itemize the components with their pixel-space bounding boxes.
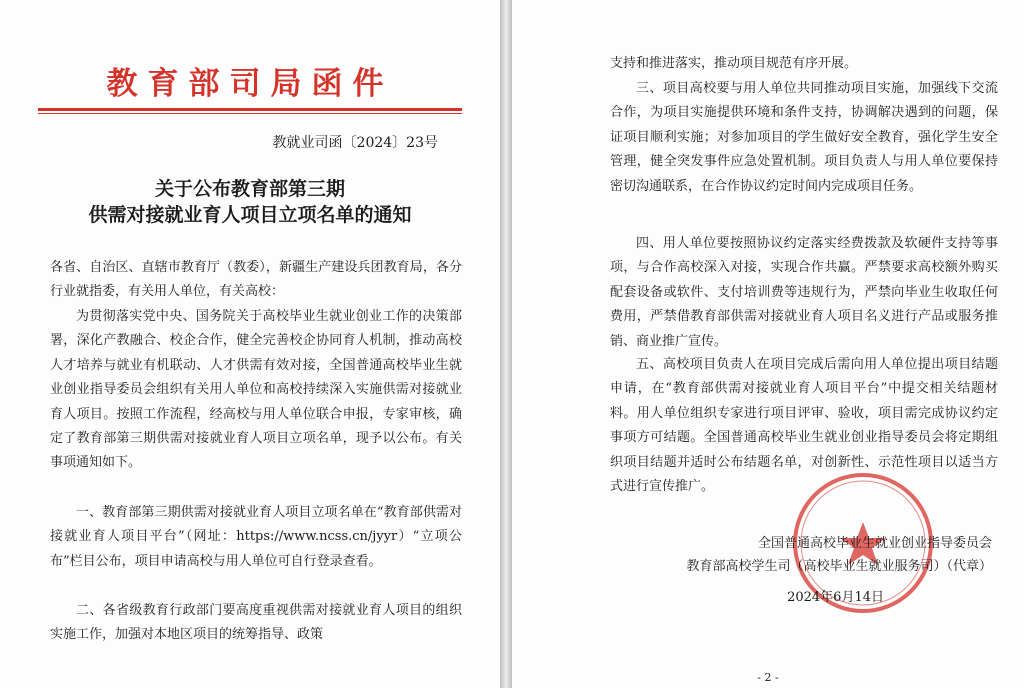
salutation [50, 256, 462, 305]
paragraph-item-1 [50, 501, 462, 574]
document-title [0, 176, 500, 228]
masthead-rule-thin [38, 113, 462, 114]
signature-date: 2024年6月14日 [787, 590, 884, 605]
masthead: 教育部司局函件 [106, 66, 394, 102]
paragraph-item-2 [50, 599, 462, 648]
paragraph-item-3 [610, 77, 998, 199]
salutation-text: 各省、自治区、直辖市教育厅（教委），新疆生产建设兵团教育局，各分行业就指委，有关用人单位，有关高校： [50, 260, 462, 300]
document-page-right [512, 0, 1024, 688]
paragraph-item-4 [610, 232, 998, 354]
paragraph-intro [50, 305, 462, 476]
title-line-2: 供需对接就业育人项目立项名单的通知 [88, 204, 412, 226]
document-number: 教就业司函〔2024〕23号 [272, 135, 438, 151]
masthead-rule-thick [38, 108, 462, 111]
paragraph-continuation-text: 支持和推进落实，推动项目规范有序开展。 [610, 56, 858, 71]
paragraph-item-5-text: 五、高校项目负责人在项目完成后需向用人单位提出项目结题申请，在“教育部供需对接就业育人项目平台”中提交相关结题材料。用人单位组织专家进行项目评审、验收，项目需完成协议约定事项方可结题。全国普通高校毕业生就业创业指导委员会将定期组织项目结题并适时公布结题名单，对创新性、示范性项目以适当方式进行宣传推广。 [610, 357, 998, 495]
paragraph-item-4-text: 四、用人单位要按照协议约定落实经费拨款及软硬件支持等事项，与合作高校深入对接，实现合作共赢。严禁要求高校额外购买配套设备或软件、支付培训费等违规行为，严禁向毕业生收取任何费用，严禁借教育部供需对接就业育人项目名义进行产品或服务推销、商业推广宣传。 [610, 236, 998, 349]
signature-organization: 全国普通高校毕业生就业创业指导委员会 [757, 536, 992, 551]
paragraph-item-2-text: 二、各省级教育行政部门要高度重视供需对接就业育人项目的组织实施工作，加强对本地区项目的统筹指导、政策 [50, 603, 462, 643]
paragraph-continuation [610, 52, 998, 76]
paragraph-item-1-text: 一、教育部第三期供需对接就业育人项目立项名单在“教育部供需对接就业育人项目平台”（网址：https://www.ncss.cn/jyyr）“立项公布”栏目公布，项目申请高校与用人单位可自行登录查看。 [50, 505, 462, 569]
title-line-1: 关于公布教育部第三期 [154, 178, 345, 200]
paragraph-intro-text: 为贯彻落实党中央、国务院关于高校毕业生就业创业工作的决策部署，深化产教融合、校企合作，健全完善校企协同育人机制，推动高校人才培养与就业有机联动、人才供需有效对接，全国普通高校毕业生就业创业指导委员会组织有关用人单位和高校持续深入实施供需对接就业育人项目。按照工作流程，经高校与用人单位联合申报，专家审核，确定了教育部第三期供需对接就业育人项目立项名单，现予以公布。有关事项通知如下。 [50, 309, 462, 471]
page-gutter [500, 0, 512, 688]
paragraph-item-3-text: 三、项目高校要与用人单位共同推动项目实施，加强线下交流合作，为项目实施提供环境和条件支持，协调解决遇到的问题，保证项目顺利实施；对参加项目的学生做好安全教育，强化学生安全管理，健全突发事件应急处置机制。项目负责人与用人单位要保持密切沟通联系，在合作协议约定时间内完成项目任务。 [610, 81, 998, 194]
signature-department: 教育部高校学生司（高校毕业生就业服务司）（代章） [686, 559, 992, 574]
page-number: - 2 - [757, 671, 779, 684]
document-page-left [0, 0, 500, 688]
